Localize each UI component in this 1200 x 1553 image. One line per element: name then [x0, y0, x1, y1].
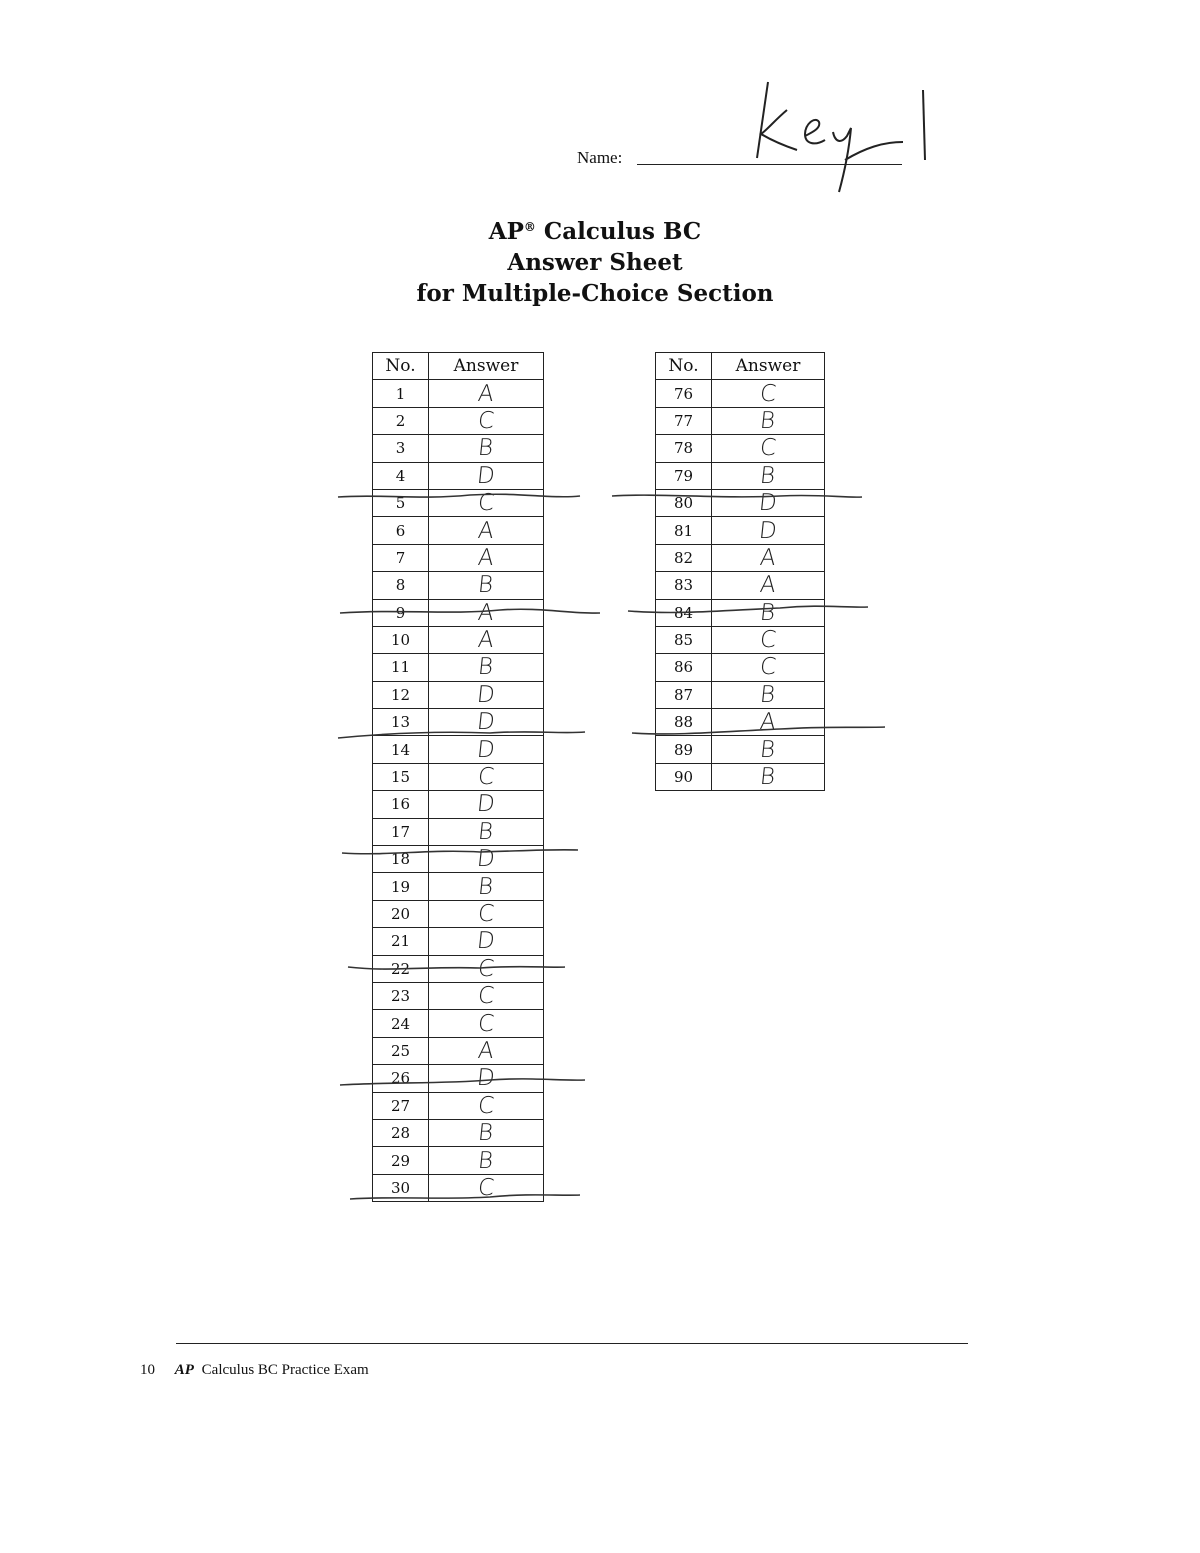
answer-cell [429, 928, 544, 955]
table-row [656, 681, 825, 708]
question-number: 30 [373, 1174, 429, 1201]
answer-cell [712, 380, 825, 407]
answer-cell [429, 517, 544, 544]
handwritten-answer: C [476, 983, 496, 1010]
question-number: 86 [656, 654, 712, 681]
question-number: 4 [373, 462, 429, 489]
handwritten-answer: B [477, 1147, 495, 1174]
answer-cell [712, 572, 825, 599]
table-row [656, 736, 825, 763]
answer-cell [429, 407, 544, 434]
answer-cell [712, 544, 825, 571]
table-row [656, 435, 825, 462]
answer-cell [429, 489, 544, 516]
title-line-3: for Multiple-Choice Section [416, 280, 774, 307]
question-number: 24 [373, 1010, 429, 1037]
table-row [373, 654, 544, 681]
table-row [656, 489, 825, 516]
table-row [373, 544, 544, 571]
handwritten-answer: A [476, 544, 496, 571]
answer-cell [429, 654, 544, 681]
table-row [373, 489, 544, 516]
answer-cell [429, 955, 544, 982]
table-row [373, 1119, 544, 1146]
answer-cell [429, 544, 544, 571]
table-row [656, 626, 825, 653]
question-number: 83 [656, 572, 712, 599]
table-row [373, 900, 544, 927]
table-row [373, 873, 544, 900]
table-row [656, 654, 825, 681]
question-number: 13 [373, 709, 429, 736]
answer-cell [429, 791, 544, 818]
handwritten-answer: A [758, 709, 778, 736]
handwritten-answer: C [758, 627, 778, 654]
answer-cell [429, 763, 544, 790]
answer-cell [712, 626, 825, 653]
handwritten-answer: C [758, 380, 778, 407]
signature-key [735, 70, 935, 200]
question-number: 87 [656, 681, 712, 708]
table-row [373, 1037, 544, 1064]
question-number: 22 [373, 955, 429, 982]
handwritten-answer: B [759, 599, 777, 626]
table-row [373, 435, 544, 462]
handwritten-answer: D [475, 846, 497, 873]
handwritten-answer: B [477, 873, 495, 900]
answer-cell [429, 599, 544, 626]
answer-cell [429, 982, 544, 1009]
handwritten-answer: D [475, 1065, 497, 1092]
table-header-row [656, 353, 825, 380]
question-number: 23 [373, 982, 429, 1009]
table-row [373, 846, 544, 873]
handwritten-answer: A [476, 380, 496, 407]
handwritten-answer: C [476, 901, 496, 927]
answer-cell [712, 489, 825, 516]
table-row [373, 763, 544, 790]
question-number: 6 [373, 517, 429, 544]
table-row [373, 955, 544, 982]
column-header-no: No. [656, 353, 712, 380]
handwritten-answer: A [758, 544, 778, 571]
question-number: 8 [373, 572, 429, 599]
answer-cell [712, 599, 825, 626]
answer-cell [429, 435, 544, 462]
question-number: 88 [656, 709, 712, 736]
handwritten-answer: A [758, 572, 778, 599]
question-number: 16 [373, 791, 429, 818]
answer-cell [429, 1092, 544, 1119]
answer-cell [712, 763, 825, 790]
handwritten-answer: D [757, 490, 779, 517]
question-number: 26 [373, 1065, 429, 1092]
answer-cell [429, 681, 544, 708]
answer-cell [712, 462, 825, 489]
page-number: 10 [140, 1362, 155, 1378]
handwritten-answer: B [759, 681, 777, 708]
handwritten-answer: B [759, 736, 777, 763]
handwritten-answer: B [477, 435, 495, 462]
table-row [373, 626, 544, 653]
table-row [373, 599, 544, 626]
question-number: 29 [373, 1147, 429, 1174]
answer-cell [429, 1065, 544, 1092]
table-row [373, 818, 544, 845]
table-row [656, 407, 825, 434]
question-number: 20 [373, 900, 429, 927]
handwritten-answer: B [477, 818, 495, 845]
question-number: 28 [373, 1119, 429, 1146]
table-row [373, 1174, 544, 1201]
handwritten-answer: C [476, 764, 496, 791]
table-row [373, 791, 544, 818]
table-row [373, 709, 544, 736]
handwritten-answer: C [476, 407, 496, 434]
handwritten-answer: A [476, 627, 496, 654]
question-number: 2 [373, 407, 429, 434]
question-number: 82 [656, 544, 712, 571]
handwritten-answer: D [475, 791, 497, 818]
handwritten-answer: B [759, 462, 777, 489]
question-number: 21 [373, 928, 429, 955]
table-row [373, 1147, 544, 1174]
table-row [373, 572, 544, 599]
table-row [373, 407, 544, 434]
question-number: 18 [373, 846, 429, 873]
handwritten-answer: C [758, 654, 778, 681]
question-number: 17 [373, 818, 429, 845]
sheet-title [340, 212, 850, 309]
answer-cell [429, 1119, 544, 1146]
answer-cell [429, 572, 544, 599]
handwritten-answer: C [476, 955, 496, 982]
answer-cell [429, 1037, 544, 1064]
handwritten-answer: B [477, 572, 495, 599]
footer-text: Calculus BC Practice Exam [201, 1362, 369, 1378]
question-number: 3 [373, 435, 429, 462]
footer-rule [176, 1343, 968, 1344]
question-number: 25 [373, 1037, 429, 1064]
page-footer [140, 1362, 369, 1379]
answer-cell [429, 846, 544, 873]
ap-logo: AP [174, 1362, 194, 1378]
table-row [656, 763, 825, 790]
handwritten-answer: D [475, 681, 497, 708]
answer-cell [429, 380, 544, 407]
table-row [373, 517, 544, 544]
table-row [656, 380, 825, 407]
column-header-no: No. [373, 353, 429, 380]
handwritten-answer: C [758, 435, 778, 462]
table-row [373, 462, 544, 489]
table-row [656, 462, 825, 489]
handwritten-answer: C [476, 1174, 496, 1201]
question-number: 10 [373, 626, 429, 653]
question-number: 1 [373, 380, 429, 407]
handwritten-answer: B [759, 764, 777, 791]
question-number: 85 [656, 626, 712, 653]
question-number: 15 [373, 763, 429, 790]
handwritten-answer: D [475, 709, 497, 736]
handwritten-answer: D [475, 462, 497, 489]
handwritten-answer: C [476, 1092, 496, 1119]
title-line-2: Answer Sheet [507, 249, 683, 276]
answer-cell [712, 709, 825, 736]
table-row [656, 517, 825, 544]
question-number: 84 [656, 599, 712, 626]
column-header-answer: Answer [429, 353, 544, 380]
table-header-row [373, 353, 544, 380]
table-row [373, 380, 544, 407]
table-row [373, 1010, 544, 1037]
answer-cell [429, 873, 544, 900]
title-line-1: AP® Calculus BC [488, 218, 702, 245]
handwritten-answer: B [477, 654, 495, 681]
table-row [373, 928, 544, 955]
answer-cell [712, 435, 825, 462]
question-number: 27 [373, 1092, 429, 1119]
answer-cell [712, 681, 825, 708]
question-number: 80 [656, 489, 712, 516]
answer-cell [429, 1010, 544, 1037]
handwritten-answer: D [475, 736, 497, 763]
column-header-answer: Answer [712, 353, 825, 380]
question-number: 11 [373, 654, 429, 681]
handwritten-answer: D [475, 928, 497, 955]
table-row [373, 1092, 544, 1119]
question-number: 89 [656, 736, 712, 763]
question-number: 12 [373, 681, 429, 708]
question-number: 9 [373, 599, 429, 626]
question-number: 81 [656, 517, 712, 544]
answer-cell [429, 1174, 544, 1201]
question-number: 19 [373, 873, 429, 900]
table-row [373, 681, 544, 708]
handwritten-answer: A [476, 1037, 496, 1064]
question-number: 76 [656, 380, 712, 407]
answer-table-right [655, 352, 825, 791]
answer-cell [429, 462, 544, 489]
name-label: Name: [577, 148, 623, 167]
answer-cell [429, 626, 544, 653]
answer-cell [712, 517, 825, 544]
question-number: 77 [656, 407, 712, 434]
question-number: 79 [656, 462, 712, 489]
answer-table-left [372, 352, 544, 1202]
answer-cell [712, 736, 825, 763]
handwritten-answer: C [476, 1010, 496, 1037]
answer-cell [712, 407, 825, 434]
handwritten-answer: B [759, 407, 777, 434]
question-number: 7 [373, 544, 429, 571]
handwritten-answer: B [477, 1120, 495, 1147]
answer-cell [429, 736, 544, 763]
handwritten-answer: A [476, 517, 496, 544]
question-number: 5 [373, 489, 429, 516]
table-row [373, 736, 544, 763]
handwritten-answer: A [476, 599, 496, 626]
answer-cell [429, 900, 544, 927]
answer-cell [429, 818, 544, 845]
table-row [656, 572, 825, 599]
table-row [373, 1065, 544, 1092]
question-number: 14 [373, 736, 429, 763]
answer-cell [429, 709, 544, 736]
table-row [373, 982, 544, 1009]
table-row [656, 599, 825, 626]
question-number: 90 [656, 763, 712, 790]
handwritten-answer: C [476, 490, 496, 517]
table-row [656, 544, 825, 571]
handwritten-answer: D [757, 517, 779, 544]
answer-cell [712, 654, 825, 681]
table-row [656, 709, 825, 736]
question-number: 78 [656, 435, 712, 462]
answer-cell [429, 1147, 544, 1174]
